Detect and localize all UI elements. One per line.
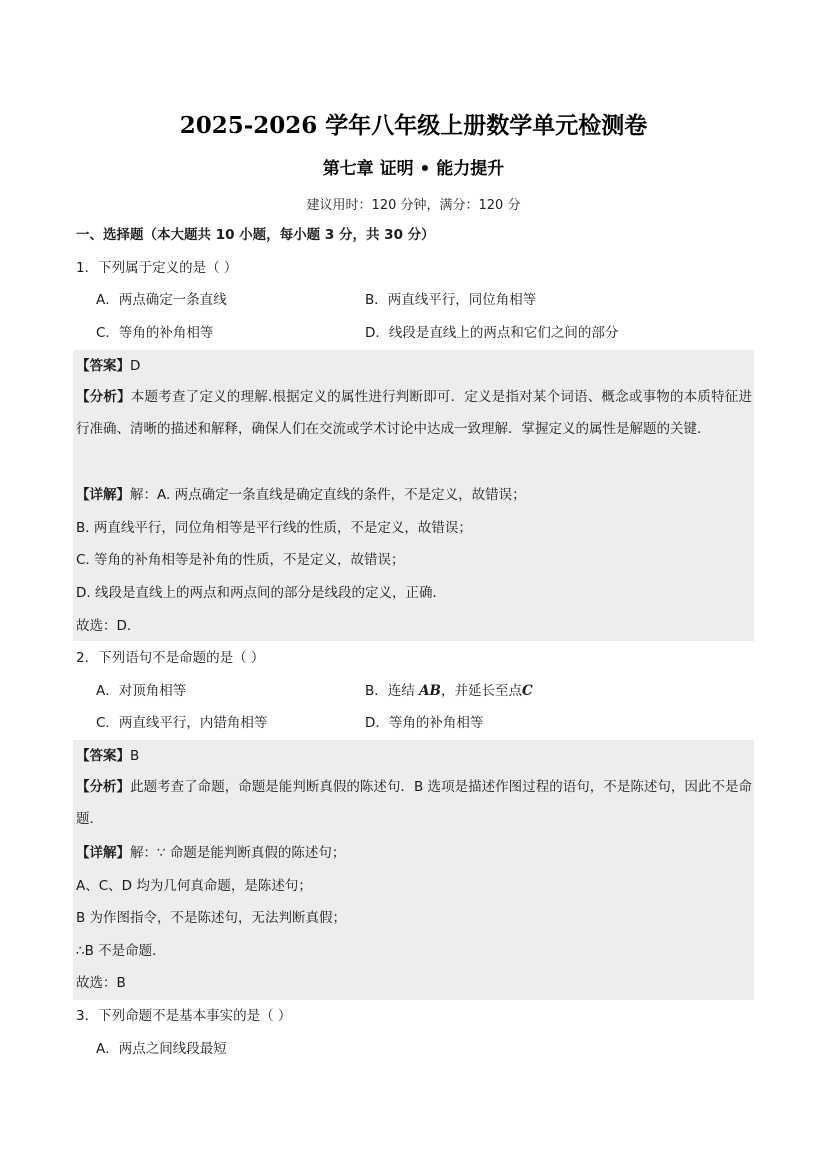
question-1-detail-4: D. 线段是直线上的两点和两点间的部分是线段的定义，正确． [76,585,446,601]
question-2-detail-3: B 为作图指令，不是陈述句，无法判断真假； [76,910,347,926]
answer-tag: 【答案】 [76,748,130,764]
answer-tag: 【答案】 [76,358,130,374]
page-subtitle: 第七章 证明 • 能力提升 [322,159,505,179]
detail-tag: 【详解】 [76,845,130,861]
question-1-option-b: B．两直线平行，同位角相等 [365,292,537,308]
question-2-answer [76,746,139,766]
question-1-option-c: C．等角的补角相等 [96,325,214,341]
question-1-answer [76,356,140,376]
answer-value: B [130,748,140,764]
question-2-option-c: C．两直线平行，内错角相等 [96,715,268,731]
option-b-text: B．连结 [365,683,420,699]
question-2-option-d: D．等角的补角相等 [365,715,484,731]
question-2-conclusion: 故选：B [76,975,126,991]
question-1-detail-2: B. 两直线平行，同位角相等是平行线的性质，不是定义，故错误； [76,520,472,536]
detail-tag: 【详解】 [76,487,130,503]
analysis-tag: 【分析】 [76,389,131,405]
math-variable-c: C [521,683,533,699]
question-1-detail-3: C. 等角的补角相等是补角的性质，不是定义，故错误； [76,552,405,568]
analysis-text: 此题考查了命题，命题是能判断真假的陈述句．B 选项是描述作图过程的语句，不是陈述句，因此不是命题． [76,779,752,827]
option-b-text-mid: ，并延长至点 [440,683,522,699]
time-and-score-note: 建议用时：120 分钟，满分：120 分 [306,198,521,213]
question-2-option-a: A．对顶角相等 [96,683,187,699]
question-2-analysis [76,772,752,835]
page-title: 2025-2026 学年八年级上册数学单元检测卷 [179,112,648,139]
section-heading: 一、选择题（本大题共 10 小题，每小题 3 分，共 30 分） [76,227,435,243]
question-2-detail-4: ∴B 不是命题． [76,943,166,959]
math-variable-ab: AB [419,683,441,699]
analysis-text: 本题考查了定义的理解.根据定义的属性进行判断即可．定义是指对某个词语、概念或事物的本质特征进行准确、清晰的描述和解释，确保人们在交流或学术讨论中达成一致理解．掌握定义的属性是解题的关键． [76,389,753,437]
question-2-stem: 2．下列语句不是命题的是（ ） [76,650,265,666]
detail-text: 解：A. 两点确定一条直线是确定直线的条件，不是定义，故错误； [130,487,526,503]
analysis-tag: 【分析】 [76,779,131,795]
question-2-detail-1 [76,843,345,863]
question-1-option-d: D．线段是直线上的两点和它们之间的部分 [365,325,619,341]
answer-value: D [130,358,141,374]
detail-text: 解：∵ 命题是能判断真假的陈述句； [130,845,346,861]
question-1-option-a: A．两点确定一条直线 [96,292,227,308]
question-3-stem: 3．下列命题不是基本事实的是（ ） [76,1008,292,1024]
question-2-option-b [365,681,533,701]
question-3-option-a: A．两点之间线段最短 [96,1041,227,1057]
question-1-conclusion: 故选：D． [76,618,141,634]
question-1-stem: 1．下列属于定义的是（ ） [76,260,238,276]
question-1-analysis [76,382,752,445]
question-1-detail-1 [76,485,526,505]
question-2-detail-2: A、C、D 均为几何真命题，是陈述句； [76,878,312,894]
